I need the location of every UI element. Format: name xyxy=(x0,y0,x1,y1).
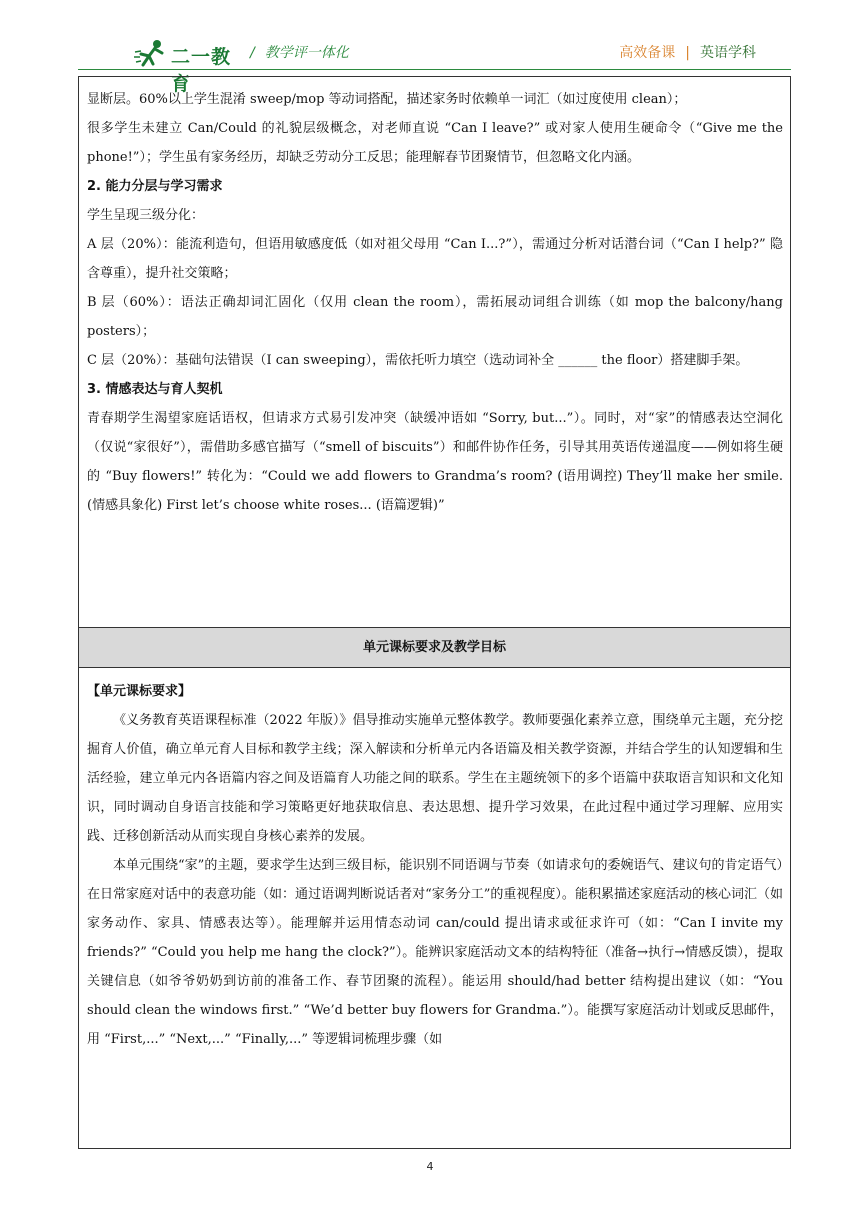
header-slogan: / 教学评一体化 xyxy=(250,45,349,61)
level-b: B 层（60%）：语法正确却词汇固化（仅用 clean the room），需拓展动词组合训练（如 mop the balcony/hang posters）； xyxy=(87,295,783,339)
requirements-para-2: 本单元围绕“家”的主题，要求学生达到三级目标，能识别不同语调与节奏（如请求句的委婉语气、建议句的肯定语气）在日常家庭对话中的表意功能（如：通过语调判断说话者对“家务分工”的重视程度）。能积累描述家庭活动的核心词汇（如家务动作、家具、情感表达等）。能理解并运用情态动词 can/could 提出请求或征求许可（如：“Can I invite my friends?” “Could you help me hang the clock?”）。能辨识家庭活动文本的结构特征（准备→执行→情感反馈），提取关键信息（如爷爷奶奶到访前的准备工作、春节团聚的流程）。能运用 should/had better 结构提出建议（如：“You should clean the windows first.” “We’d better buy flowers for Grandma.”）。能撰写家庭活动计划或反思邮件，用 “First,...” “Next,...” “Finally,...” 等逻辑词梳理步骤（如 xyxy=(87,858,783,1047)
requirements-subhead: 【单元课标要求】 xyxy=(87,684,192,699)
section-title: 单元课标要求及教学目标 xyxy=(79,627,790,668)
header-label-subject: 英语学科 xyxy=(700,45,756,61)
level-a: A 层（20%）：能流利造句，但语用敏感度低（如对祖父母用 “Can I...?”），需通过分析对话潜台词（“Can I help?” 隐含尊重），提升社交策略； xyxy=(87,237,783,281)
page-number: 4 xyxy=(426,1160,434,1173)
header-divider xyxy=(78,69,791,70)
slogan-text: 教学评一体化 xyxy=(264,45,349,61)
page-header xyxy=(0,0,860,95)
header-label-prep: 高效备课 xyxy=(619,45,676,61)
analysis-para-2: 很多学生未建立 Can/Could 的礼貌层级概念，对老师直说 “Can I leave?” 或对家人使用生硬命令（“Give me the phone!”）；学生虽有家务经历，却缺乏劳动分工反思；能理解春节团聚情节，但忽略文化内涵。 xyxy=(87,121,783,165)
logo xyxy=(133,38,243,95)
unit-requirements xyxy=(87,677,783,1054)
header-right: 高效备课 | 英语学科 xyxy=(619,45,756,61)
heading-ability: 2. 能力分层与学习需求 xyxy=(87,179,223,194)
heading-emotion: 3. 情感表达与育人契机 xyxy=(87,382,223,397)
level-c: C 层（20%）：基础句法错误（I can sweeping），需依托听力填空（选动词补全 ______ the floor）搭建脚手架。 xyxy=(87,353,749,368)
analysis-para-1: 显断层。60%以上学生混淆 sweep/mop 等动词搭配，描述家务时依赖单一词汇（如过度使用 clean）； xyxy=(87,92,687,107)
content-table xyxy=(78,76,791,1149)
learner-analysis xyxy=(87,85,783,520)
requirements-para-1: 《义务教育英语课程标准（2022 年版）》倡导推动实施单元整体教学。教师要强化素养立意，围绕单元主题，充分挖掘育人价值，确立单元育人目标和教学主线；深入解读和分析单元内各语篇及相关教学资源，并结合学生的认知逻辑和生活经验，建立单元内各语篇内容之间及语篇育人功能之间的联系。学生在主题统领下的多个语篇中获取语言知识和文化知识，同时调动自身语言技能和学习策略更好地获取信息、表达思想、提升学习效果，在此过程中通过学习理解、应用实践、迁移创新活动从而实现自身核心素养的发展。 xyxy=(87,713,783,844)
analysis-para-3: 学生呈现三级分化： xyxy=(87,208,205,223)
analysis-para-7: 青春期学生渴望家庭话语权，但请求方式易引发冲突（缺缓冲语如 “Sorry, but...”）。同时，对“家”的情感表达空洞化（仅说“家很好”），需借助多感官描写（“smell of biscuits”）和邮件协作任务，引导其用英语传递温度——例如将生硬的 “Buy flowers!” 转化为：“Could we add flowers to Grandma’s room? (语用调控) They’ll make her smile. (情感具象化) First let’s choose white roses... (语篇逻辑)” xyxy=(87,411,783,513)
logo-text: 二一教育 xyxy=(171,46,232,95)
running-figure-icon xyxy=(133,38,169,68)
